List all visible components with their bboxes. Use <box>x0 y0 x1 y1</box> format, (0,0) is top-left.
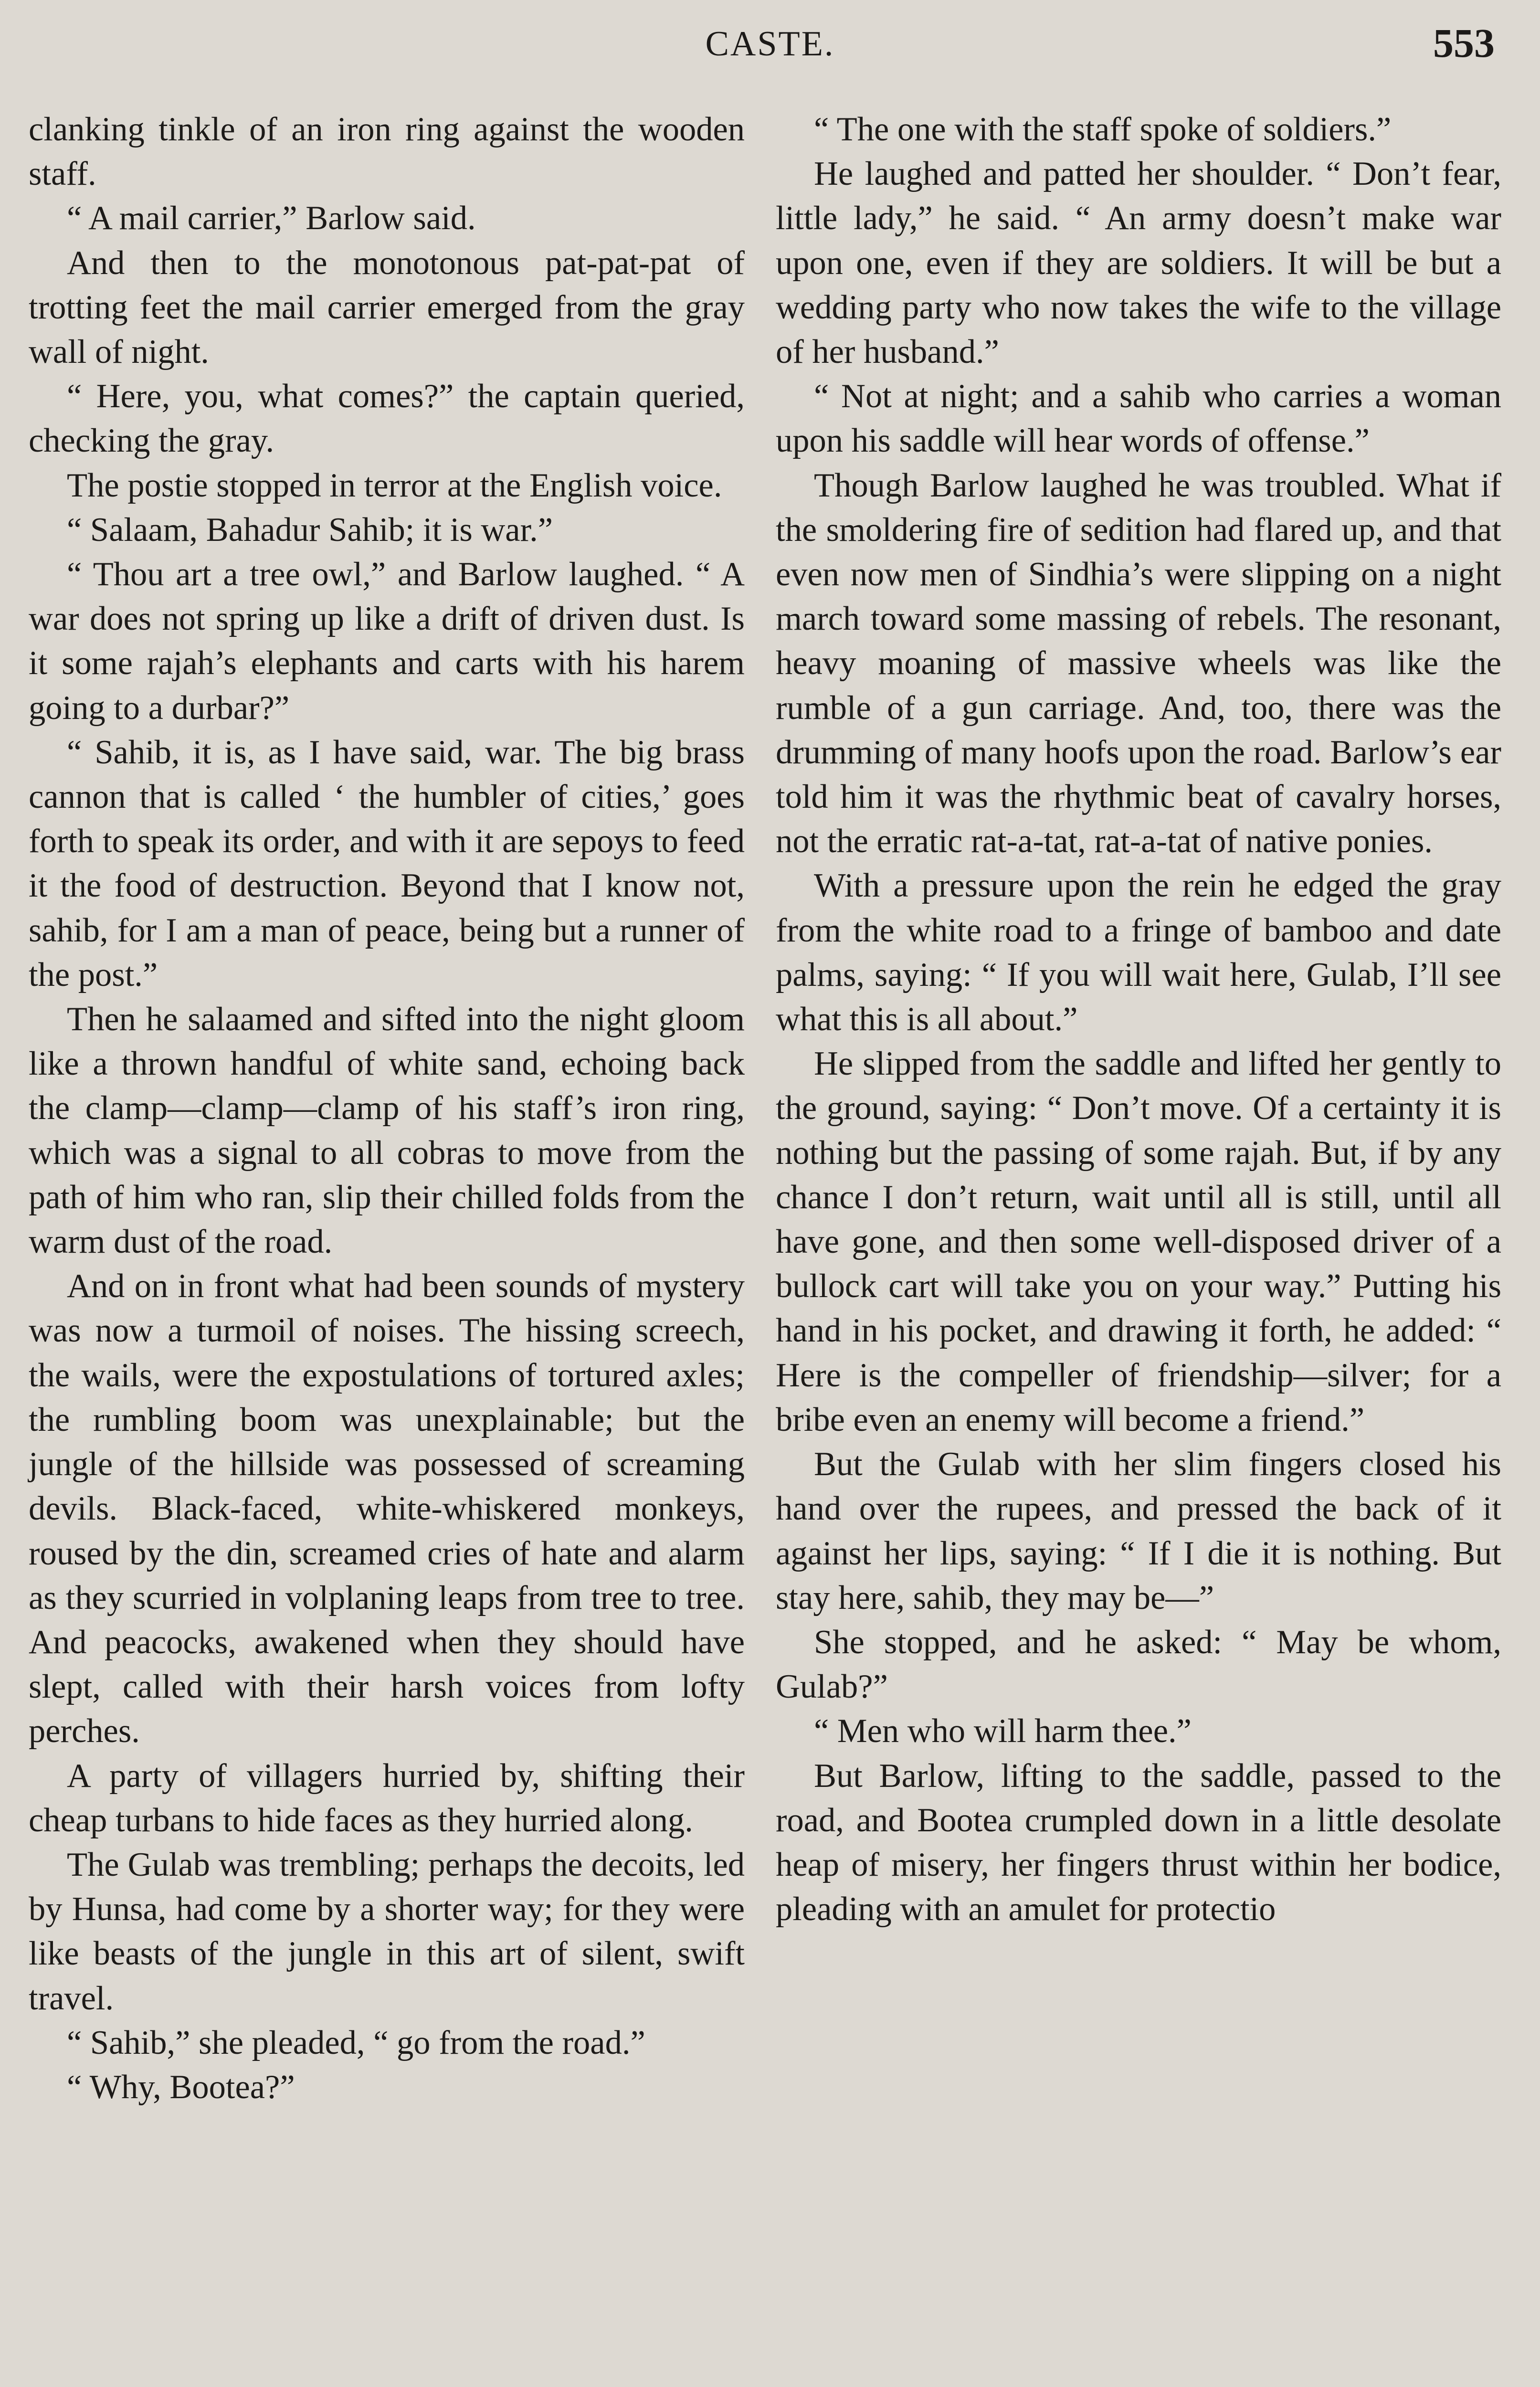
right-column <box>776 107 1501 1932</box>
paragraph: “ Salaam, Bahadur Sahib; it is war.” <box>67 511 553 549</box>
paragraph: The postie stopped in terror at the English voice. <box>67 466 722 504</box>
left-column <box>29 107 745 2110</box>
paragraph: He slipped from the saddle and lifted her gently to the ground, saying: “ Don’t move. Of a certainty it is nothing but the passing of some rajah. But, if by any chance I don’t return, wait until all is still, until all have gone, and then some well-disposed driver of a bullock cart will take you on your way.” Putting his hand in his pocket, and drawing it forth, he added: “ Here is the compeller of friendship—silver; for a bribe even an enemy will become a friend.” <box>776 1045 1501 1438</box>
paragraph: clanking tinkle of an iron ring against the wooden staff. <box>29 111 745 193</box>
paragraph: Then he salaamed and sifted into the night gloom like a thrown handful of white sand, echoing back the clamp—clamp—clamp of his staff’s iron ring, which was a signal to all cobras to move from the path of him who ran, slip their chilled folds from the warm dust of the road. <box>29 1001 745 1261</box>
paragraph: She stopped, and he asked: “ May be whom, Gulab?” <box>776 1623 1501 1706</box>
paragraph: And on in front what had been sounds of mystery was now a turmoil of noises. The hissing screech, the wails, were the expostulations of tortured axles; the rumbling boom was unexplainable; but the jungle of the hillside was possessed of screaming devils. Black-faced, white-whiskered monkeys, roused by the din, screamed cries of hate and alarm as they scurried in volplaning leaps from tree to tree. And peacocks, awakened when they should have slept, called with their harsh voices from lofty perches. <box>29 1267 745 1750</box>
paragraph: “ Thou art a tree owl,” and Barlow laughed. “ A war does not spring up like a drift of driven dust. Is it some rajah’s elephants and carts with his harem going to a durbar?” <box>29 556 745 727</box>
paragraph: He laughed and patted her shoulder. “ Don’t fear, little lady,” he said. “ An army doesn’t make war upon one, even if they are soldiers. It will be but a wedding party who now takes the wife to the village of her husband.” <box>776 155 1501 371</box>
paragraph: And then to the monotonous pat-pat-pat of trotting feet the mail carrier emerged from the gray wall of night. <box>29 244 745 371</box>
paragraph: “ Sahib,” she pleaded, “ go from the road.” <box>67 2024 645 2061</box>
paragraph: “ Men who will harm thee.” <box>814 1712 1192 1750</box>
paragraph: “ The one with the staff spoke of soldiers.” <box>814 111 1392 148</box>
paragraph: “ Here, you, what comes?” the captain queried, checking the gray. <box>29 378 745 460</box>
page-number: 553 <box>1433 20 1495 66</box>
paragraph: A party of villagers hurried by, shifting their cheap turbans to hide faces as they hurried along. <box>29 1757 745 1839</box>
paragraph: But the Gulab with her slim fingers closed his hand over the rupees, and pressed the back of it against her lips, saying: “ If I die it is nothing. But stay here, sahib, they may be—” <box>776 1446 1501 1616</box>
paragraph: “ Why, Bootea?” <box>67 2068 295 2106</box>
page-header <box>0 14 1540 72</box>
running-title: CASTE. <box>705 24 835 63</box>
paragraph: But Barlow, lifting to the saddle, passed to the road, and Bootea crumpled down in a little desolate heap of misery, her fingers thrust within her bodice, pleading with an amulet for protectio <box>776 1757 1501 1928</box>
paragraph: “ Not at night; and a sahib who carries a woman upon his saddle will hear words of offense.” <box>776 378 1501 460</box>
paragraph: Though Barlow laughed he was troubled. What if the smoldering fire of sedition had flared up, and that even now men of Sindhia’s were slipping on a night march toward some massing of rebels. The resonant, heavy moaning of massive wheels was like the rumble of a gun carriage. And, too, there was the drumming of many hoofs upon the road. Barlow’s ear told him it was the rhythmic beat of cavalry horses, not the erratic rat-a-tat, rat-a-tat of native ponies. <box>776 466 1501 860</box>
paragraph: “ Sahib, it is, as I have said, war. The big brass cannon that is called ‘ the humbler of cities,’ goes forth to speak its order, and with it are sepoys to feed it the food of destruction. Beyond that I know not, sahib, for I am a man of peace, being but a runner of the post.” <box>29 733 745 993</box>
paragraph: The Gulab was trembling; perhaps the decoits, led by Hunsa, had come by a shorter way; for they were like beasts of the jungle in this art of silent, swift travel. <box>29 1846 745 2017</box>
paragraph: “ A mail carrier,” Barlow said. <box>67 200 476 237</box>
paragraph: With a pressure upon the rein he edged the gray from the white road to a fringe of bamboo and date palms, saying: “ If you will wait here, Gulab, I’ll see what this is all about.” <box>776 867 1501 1038</box>
